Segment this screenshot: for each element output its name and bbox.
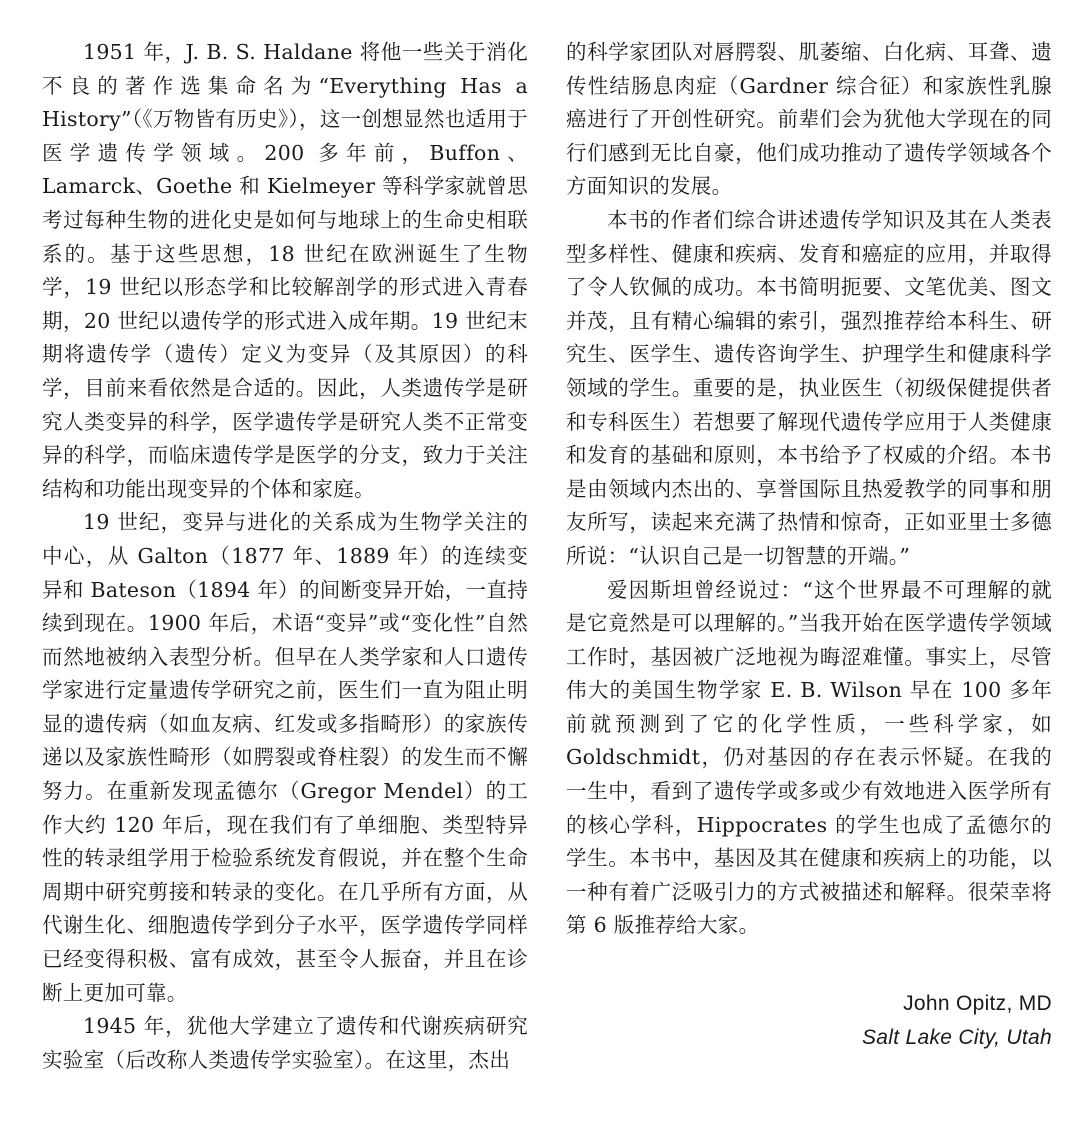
paragraph-book-summary: 本书的作者们综合讲述遗传学知识及其在人类表型多样性、健康和疾病、发育和癌症的应用，并取得了令人钦佩的成功。本书简明扼要、文笔优美、图文并茂，且有精心编辑的索引，强烈推荐给本科生、研究生、医学生、遗传咨询学生、护理学生和健康科学领域的学生。重要的是，执业医生（初级保健提供者和专科医生）若想要了解现代遗传学应用于人类健康和发育的基础和原则，本书给予了权威的介绍。本书是由领域内杰出的、享誉国际且热爱教学的同事和朋友所写，读起来充满了热情和惊奇，正如亚里士多德所说：“认识自己是一切智慧的开端。” — [566, 207, 1052, 568]
paragraph-utah-lab: 1945 年，犹他大学建立了遗传和代谢疾病研究实验室（后改称人类遗传学实验室）。在这里，杰出 — [42, 1014, 528, 1072]
signature-place: Salt Lake City, Utah — [861, 1026, 1052, 1050]
paragraph-utah-lab-continued: 的科学家团队对唇腭裂、肌萎缩、白化病、耳聋、遗传性结肠息肉症（Gardner 综合征）和家族性乳腺癌进行了开创性研究。前辈们会为犹他大学现在的同行们感到无比自豪，他们成功推动了遗传学领域各个方面知识的发展。 — [566, 40, 1052, 199]
right-column — [566, 36, 1052, 1077]
left-column — [42, 36, 528, 1077]
paragraph-variation-evolution: 19 世纪，变异与进化的关系成为生物学关注的中心，从 Galton（1877 年、1889 年）的连续变异和 Bateson（1894 年）的间断变异开始，一直持续到现在。1900 年后，术语“变异”或“变化性”自然而然地被纳入表型分析。但早在人类学家和人口遗传学家进行定量遗传学研究之前，医生们一直为阻止明显的遗传病（如血友病、红发或多指畸形）的家族传递以及家族性畸形（如腭裂或脊柱裂）的发生而不懈努力。在重新发现孟德尔（Gregor Mendel）的工作大约 120 年后，现在我们有了单细胞、类型特异性的转录组学用于检验系统发育假说，并在整个生命周期中研究剪接和转录的变化。在几乎所有方面，从代谢生化、细胞遗传学到分子水平，医学遗传学同样已经变得积极、富有成效，甚至令人振奋，并且在诊断上更加可靠。 — [42, 510, 528, 1005]
paragraph-haldane: 1951 年，J. B. S. Haldane 将他一些关于消化不良的著作选集命名为“Everything Has a History”（《万物皆有历史》），这一创想显然也适用于医学遗传学领域。200 多年前，Buffon、Lamarck、Goethe 和 Kielmeyer 等科学家就曾思考过每种生物的进化史是如何与地球上的生命史相联系的。基于这些思想，18 世纪在欧洲诞生了生物学，19 世纪以形态学和比较解剖学的形式进入青春期，20 世纪以遗传学的形式进入成年期。19 世纪末期将遗传学（遗传）定义为变异（及其原因）的科学，目前来看依然是合适的。因此，人类遗传学是研究人类变异的科学，医学遗传学是研究人类不正常变异的科学，而临床遗传学是医学的分支，致力于关注结构和功能出现变异的个体和家庭。 — [42, 40, 528, 501]
document-page — [42, 36, 1052, 1077]
paragraph-einstein: 爱因斯坦曾经说过：“这个世界最不可理解的就是它竟然是可以理解的。”当我开始在医学遗传学领域工作时，基因被广泛地视为晦涩难懂。事实上，尽管伟大的美国生物学家 E. B. Wilson 早在 100 多年前就预测到了它的化学性质，一些科学家，如 Goldschmidt，仍对基因的存在表示怀疑。在我的一生中，看到了遗传学或多或少有效地进入医学所有的核心学科，Hippocrates 的学生也成了孟德尔的学生。本书中，基因及其在健康和疾病上的功能，以一种有着广泛吸引力的方式被描述和解释。很荣幸将第 6 版推荐给大家。 — [566, 577, 1052, 938]
signature-name: John Opitz, MD — [903, 992, 1052, 1016]
signature-block — [566, 987, 1052, 1055]
